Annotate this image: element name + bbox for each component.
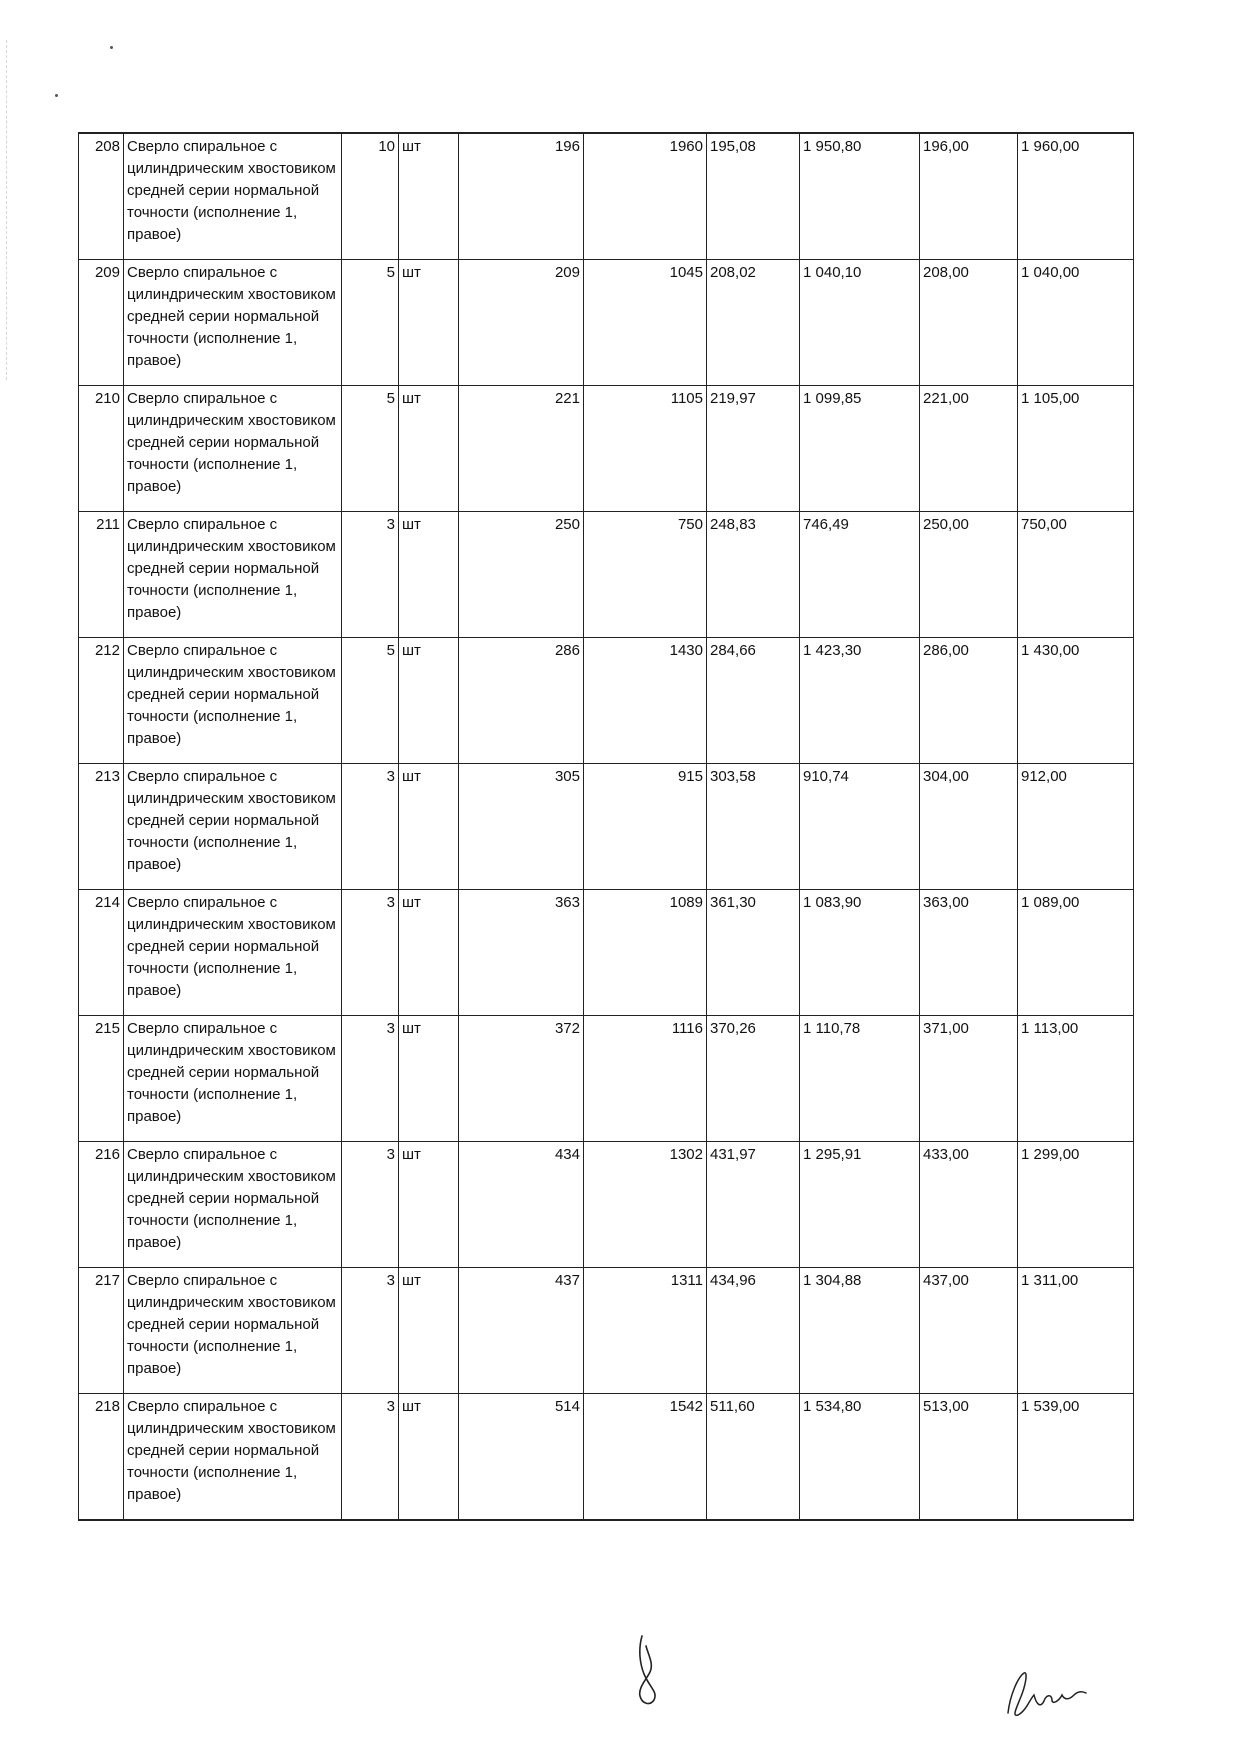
item-price-3: 221,00 [920, 386, 1018, 512]
item-quantity: 3 [342, 1268, 399, 1394]
item-price-2: 195,08 [707, 133, 800, 260]
item-sum: 1045 [584, 260, 707, 386]
item-sum: 1302 [584, 1142, 707, 1268]
item-sum-2: 746,49 [800, 512, 920, 638]
item-quantity: 5 [342, 260, 399, 386]
item-quantity: 5 [342, 386, 399, 512]
row-number: 218 [79, 1394, 124, 1521]
table-row [79, 1268, 1134, 1394]
row-number: 213 [79, 764, 124, 890]
item-unit: шт [399, 512, 459, 638]
item-unit: шт [399, 1142, 459, 1268]
table-row [79, 260, 1134, 386]
item-sum-3: 1 113,00 [1018, 1016, 1134, 1142]
scan-edge-marks [6, 40, 11, 380]
item-sum-2: 1 950,80 [800, 133, 920, 260]
item-price-2: 208,02 [707, 260, 800, 386]
row-number: 215 [79, 1016, 124, 1142]
item-sum-2: 1 083,90 [800, 890, 920, 1016]
item-price: 221 [459, 386, 584, 512]
table-row [79, 1142, 1134, 1268]
handwritten-initial-signature [628, 1630, 668, 1710]
item-price-3: 196,00 [920, 133, 1018, 260]
item-sum-2: 1 040,10 [800, 260, 920, 386]
item-unit: шт [399, 260, 459, 386]
scan-speck [110, 46, 113, 49]
item-price-2: 511,60 [707, 1394, 800, 1521]
item-description: Сверло спиральное с цилиндрическим хвостовиком средней серии нормальной точности (исполнение 1, правое) [124, 1142, 342, 1268]
item-sum: 915 [584, 764, 707, 890]
row-number: 209 [79, 260, 124, 386]
row-number: 210 [79, 386, 124, 512]
table-row [79, 1394, 1134, 1521]
item-unit: шт [399, 1394, 459, 1521]
row-number: 214 [79, 890, 124, 1016]
item-sum: 1116 [584, 1016, 707, 1142]
item-sum-3: 1 311,00 [1018, 1268, 1134, 1394]
item-sum: 1430 [584, 638, 707, 764]
specification-table [78, 132, 1134, 1521]
scan-speck [55, 94, 58, 97]
item-sum-3: 912,00 [1018, 764, 1134, 890]
item-unit: шт [399, 764, 459, 890]
item-quantity: 3 [342, 890, 399, 1016]
item-price-2: 434,96 [707, 1268, 800, 1394]
item-unit: шт [399, 890, 459, 1016]
item-quantity: 5 [342, 638, 399, 764]
item-sum-2: 1 295,91 [800, 1142, 920, 1268]
item-description: Сверло спиральное с цилиндрическим хвостовиком средней серии нормальной точности (исполнение 1, правое) [124, 1268, 342, 1394]
table-row [79, 890, 1134, 1016]
item-sum-2: 910,74 [800, 764, 920, 890]
table-row [79, 764, 1134, 890]
item-quantity: 3 [342, 1394, 399, 1521]
item-description: Сверло спиральное с цилиндрическим хвостовиком средней серии нормальной точности (исполнение 1, правое) [124, 386, 342, 512]
item-description: Сверло спиральное с цилиндрическим хвостовиком средней серии нормальной точности (исполнение 1, правое) [124, 638, 342, 764]
item-price: 286 [459, 638, 584, 764]
item-price: 305 [459, 764, 584, 890]
item-sum-2: 1 534,80 [800, 1394, 920, 1521]
row-number: 217 [79, 1268, 124, 1394]
item-price-3: 304,00 [920, 764, 1018, 890]
row-number: 211 [79, 512, 124, 638]
item-description: Сверло спиральное с цилиндрическим хвостовиком средней серии нормальной точности (исполнение 1, правое) [124, 133, 342, 260]
item-price-3: 433,00 [920, 1142, 1018, 1268]
item-sum: 1311 [584, 1268, 707, 1394]
item-sum: 1542 [584, 1394, 707, 1521]
table-row [79, 386, 1134, 512]
item-unit: шт [399, 1268, 459, 1394]
row-number: 212 [79, 638, 124, 764]
item-sum-3: 1 089,00 [1018, 890, 1134, 1016]
item-description: Сверло спиральное с цилиндрическим хвостовиком средней серии нормальной точности (исполнение 1, правое) [124, 512, 342, 638]
item-price-3: 437,00 [920, 1268, 1018, 1394]
item-sum-3: 750,00 [1018, 512, 1134, 638]
item-sum: 1089 [584, 890, 707, 1016]
item-price: 209 [459, 260, 584, 386]
item-price: 250 [459, 512, 584, 638]
item-price-2: 219,97 [707, 386, 800, 512]
item-sum-3: 1 105,00 [1018, 386, 1134, 512]
item-sum-2: 1 110,78 [800, 1016, 920, 1142]
item-price-3: 286,00 [920, 638, 1018, 764]
item-price: 434 [459, 1142, 584, 1268]
item-sum-2: 1 304,88 [800, 1268, 920, 1394]
item-quantity: 10 [342, 133, 399, 260]
item-quantity: 3 [342, 1142, 399, 1268]
table-row [79, 1016, 1134, 1142]
row-number: 216 [79, 1142, 124, 1268]
item-unit: шт [399, 638, 459, 764]
item-description: Сверло спиральное с цилиндрическим хвостовиком средней серии нормальной точности (исполнение 1, правое) [124, 1394, 342, 1521]
item-description: Сверло спиральное с цилиндрическим хвостовиком средней серии нормальной точности (исполнение 1, правое) [124, 890, 342, 1016]
item-unit: шт [399, 386, 459, 512]
handwritten-signature [1000, 1665, 1090, 1725]
item-price-2: 361,30 [707, 890, 800, 1016]
item-quantity: 3 [342, 512, 399, 638]
item-price: 372 [459, 1016, 584, 1142]
item-price-3: 250,00 [920, 512, 1018, 638]
item-sum-3: 1 430,00 [1018, 638, 1134, 764]
row-number: 208 [79, 133, 124, 260]
item-sum: 750 [584, 512, 707, 638]
item-sum: 1105 [584, 386, 707, 512]
item-price: 363 [459, 890, 584, 1016]
item-sum-2: 1 423,30 [800, 638, 920, 764]
item-price: 514 [459, 1394, 584, 1521]
table-row [79, 638, 1134, 764]
item-price-2: 248,83 [707, 512, 800, 638]
item-description: Сверло спиральное с цилиндрическим хвостовиком средней серии нормальной точности (исполнение 1, правое) [124, 764, 342, 890]
table-row [79, 512, 1134, 638]
item-price-3: 208,00 [920, 260, 1018, 386]
item-price-2: 284,66 [707, 638, 800, 764]
item-price-3: 371,00 [920, 1016, 1018, 1142]
item-description: Сверло спиральное с цилиндрическим хвостовиком средней серии нормальной точности (исполнение 1, правое) [124, 1016, 342, 1142]
item-sum: 1960 [584, 133, 707, 260]
item-unit: шт [399, 1016, 459, 1142]
item-sum-3: 1 040,00 [1018, 260, 1134, 386]
table-row [79, 133, 1134, 260]
item-sum-2: 1 099,85 [800, 386, 920, 512]
item-price-2: 431,97 [707, 1142, 800, 1268]
item-price-2: 303,58 [707, 764, 800, 890]
item-price-3: 513,00 [920, 1394, 1018, 1521]
item-sum-3: 1 960,00 [1018, 133, 1134, 260]
item-sum-3: 1 299,00 [1018, 1142, 1134, 1268]
item-sum-3: 1 539,00 [1018, 1394, 1134, 1521]
item-unit: шт [399, 133, 459, 260]
item-price: 437 [459, 1268, 584, 1394]
item-price-3: 363,00 [920, 890, 1018, 1016]
item-price: 196 [459, 133, 584, 260]
table-body [79, 133, 1134, 1520]
item-quantity: 3 [342, 764, 399, 890]
item-quantity: 3 [342, 1016, 399, 1142]
item-price-2: 370,26 [707, 1016, 800, 1142]
item-description: Сверло спиральное с цилиндрическим хвостовиком средней серии нормальной точности (исполнение 1, правое) [124, 260, 342, 386]
